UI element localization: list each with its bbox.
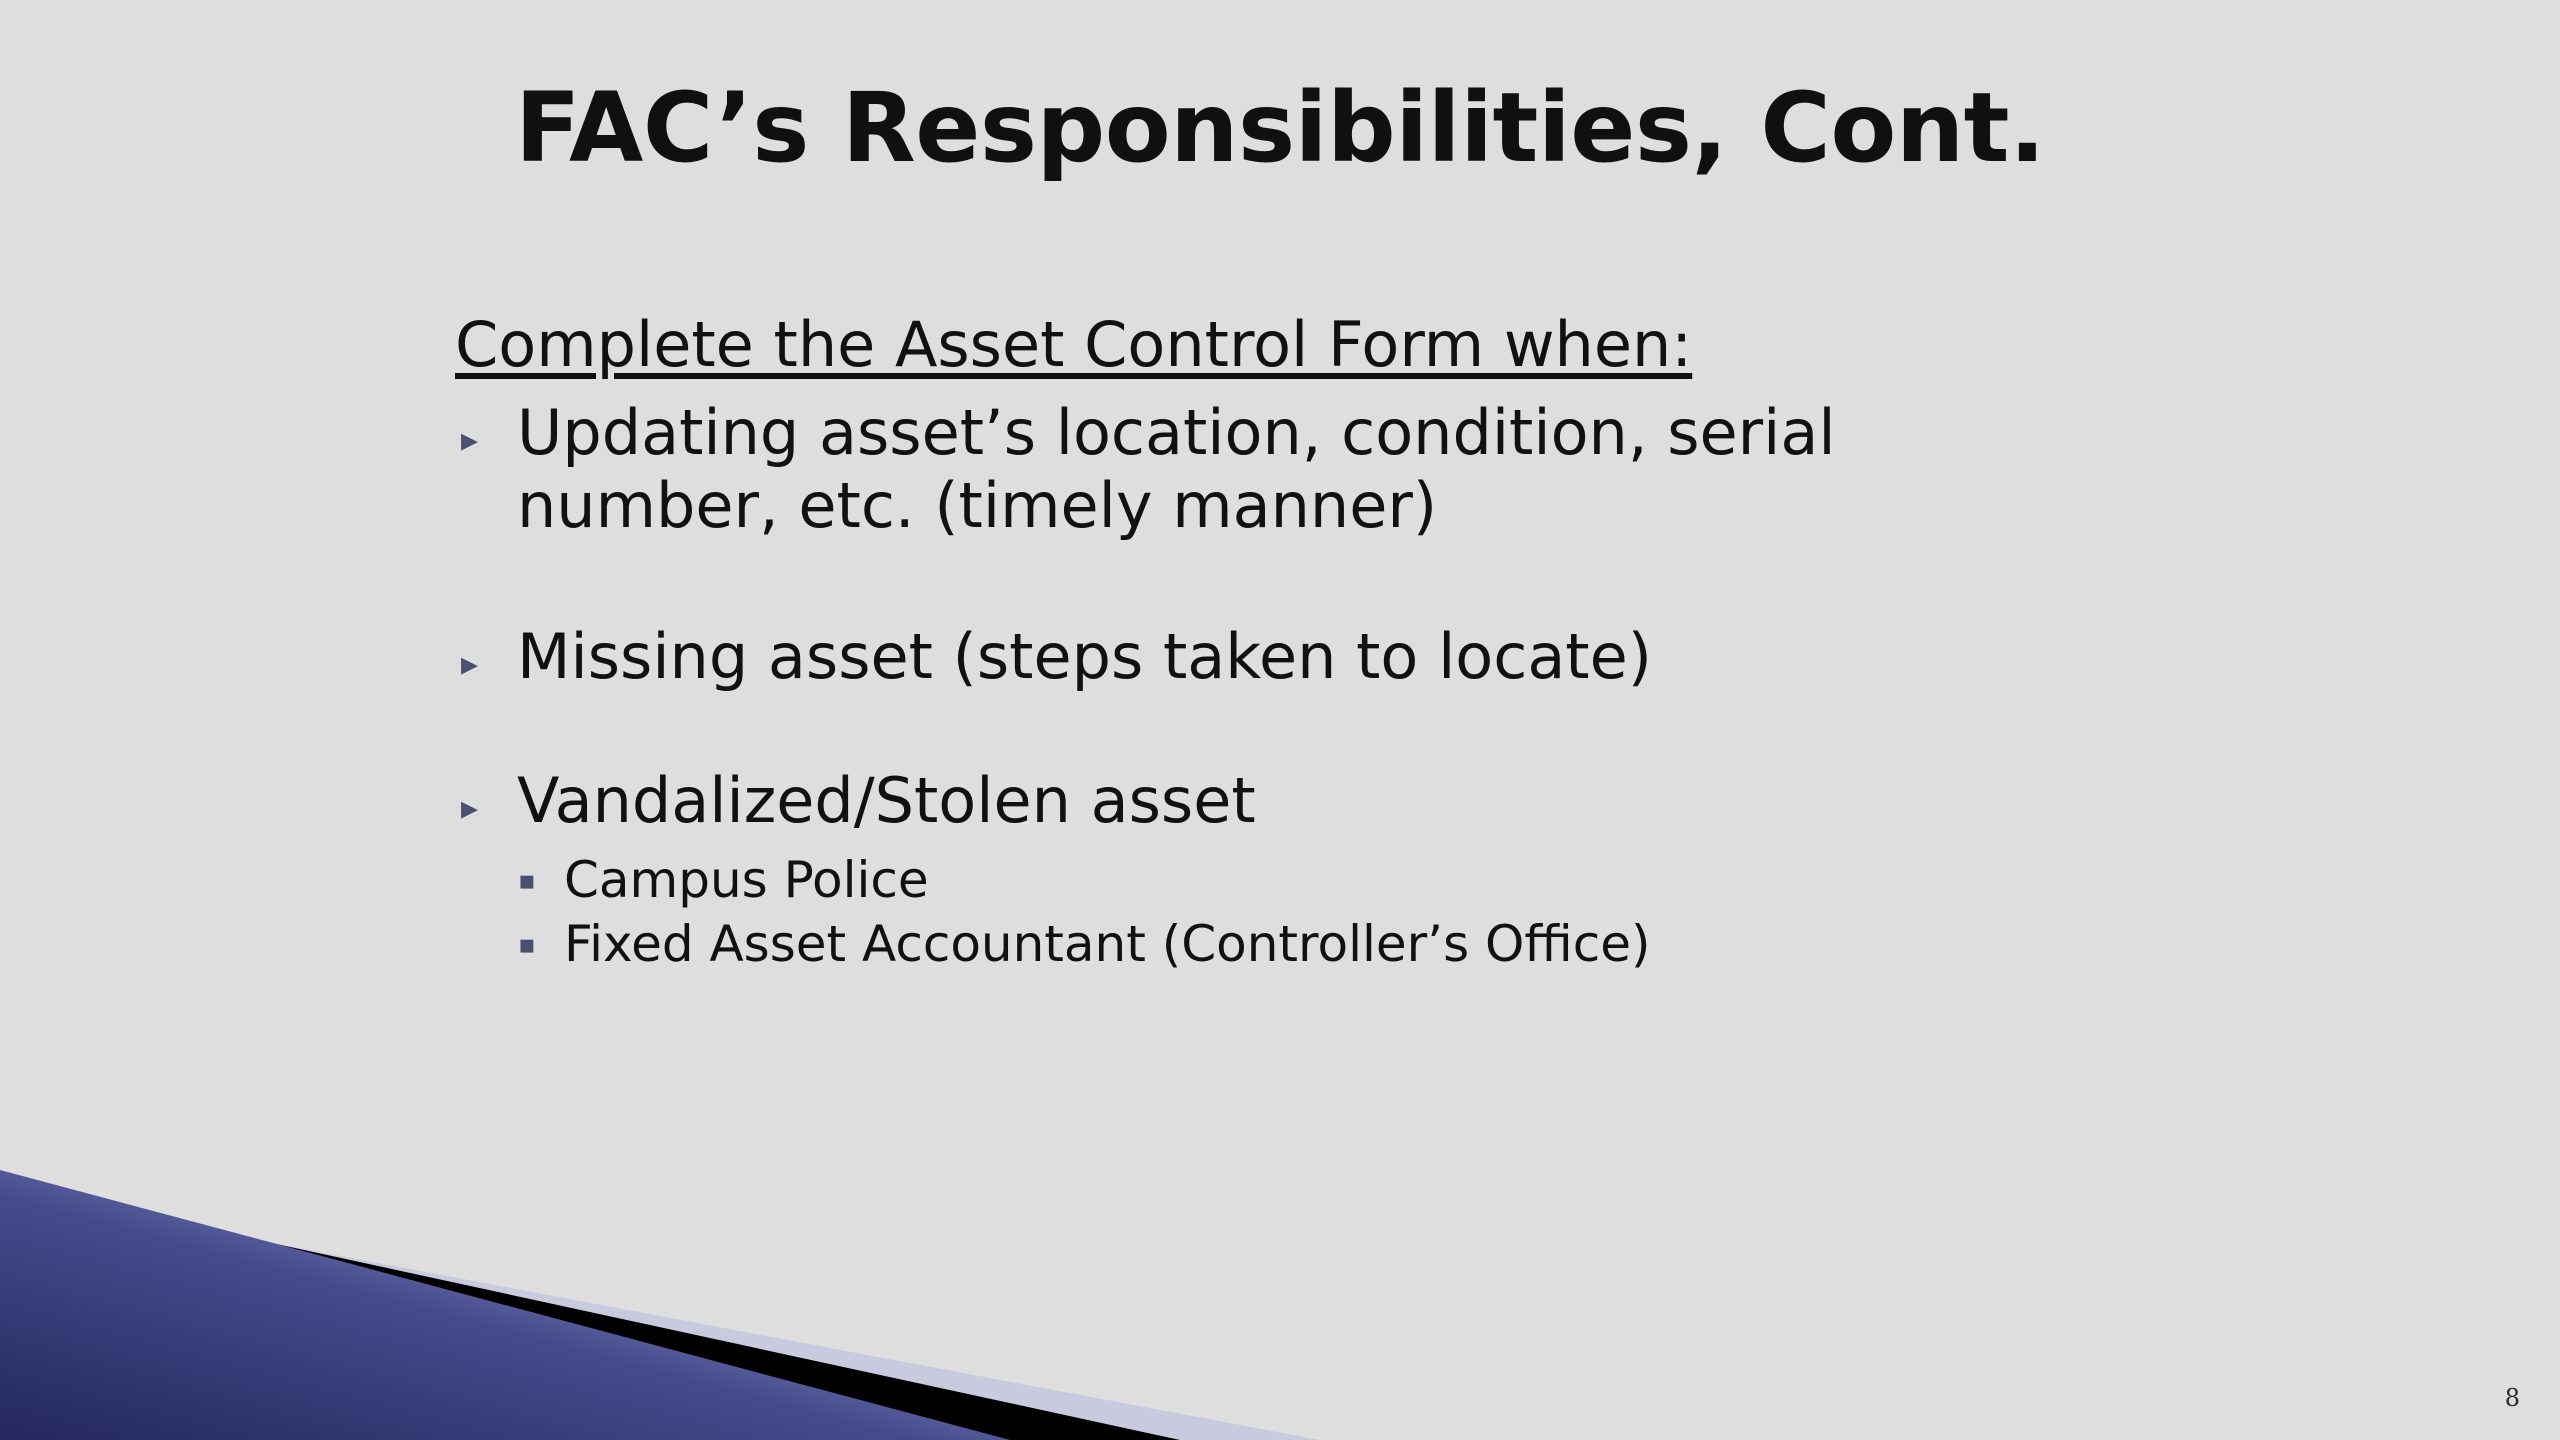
bullet-marker-icon: ▸ xyxy=(461,643,479,684)
list-item-label: Campus Police xyxy=(564,850,929,909)
bullet-marker-icon: ▸ xyxy=(461,420,479,461)
spacer xyxy=(455,693,2315,759)
page-title: FAC’s Responsibilities, Cont. xyxy=(514,72,2046,184)
bullet-marker-icon: ▪ xyxy=(518,929,536,960)
list-item xyxy=(455,621,2315,694)
list-item-label: Updating asset’s location, condition, serial number, etc. (timely manner) xyxy=(517,396,1836,542)
list-item-label: Vandalized/Stolen asset xyxy=(517,764,1256,838)
list-item xyxy=(455,397,2315,542)
slide-number: 8 xyxy=(2504,1384,2520,1412)
slide-body xyxy=(455,310,2315,976)
list-item xyxy=(455,765,2315,838)
lead-statement: Complete the Asset Control Form when: xyxy=(455,308,1693,381)
list-item-label: Fixed Asset Accountant (Controller’s Office) xyxy=(564,914,1651,973)
spacer xyxy=(455,543,2315,615)
list-item xyxy=(455,912,2315,976)
bullet-marker-icon: ▸ xyxy=(461,788,479,829)
list-item-label: Missing asset (steps taken to locate) xyxy=(517,619,1652,693)
spacer xyxy=(455,838,2315,848)
list-item xyxy=(455,848,2315,912)
bullet-marker-icon: ▪ xyxy=(518,865,536,896)
corner-decoration xyxy=(0,1140,1320,1440)
